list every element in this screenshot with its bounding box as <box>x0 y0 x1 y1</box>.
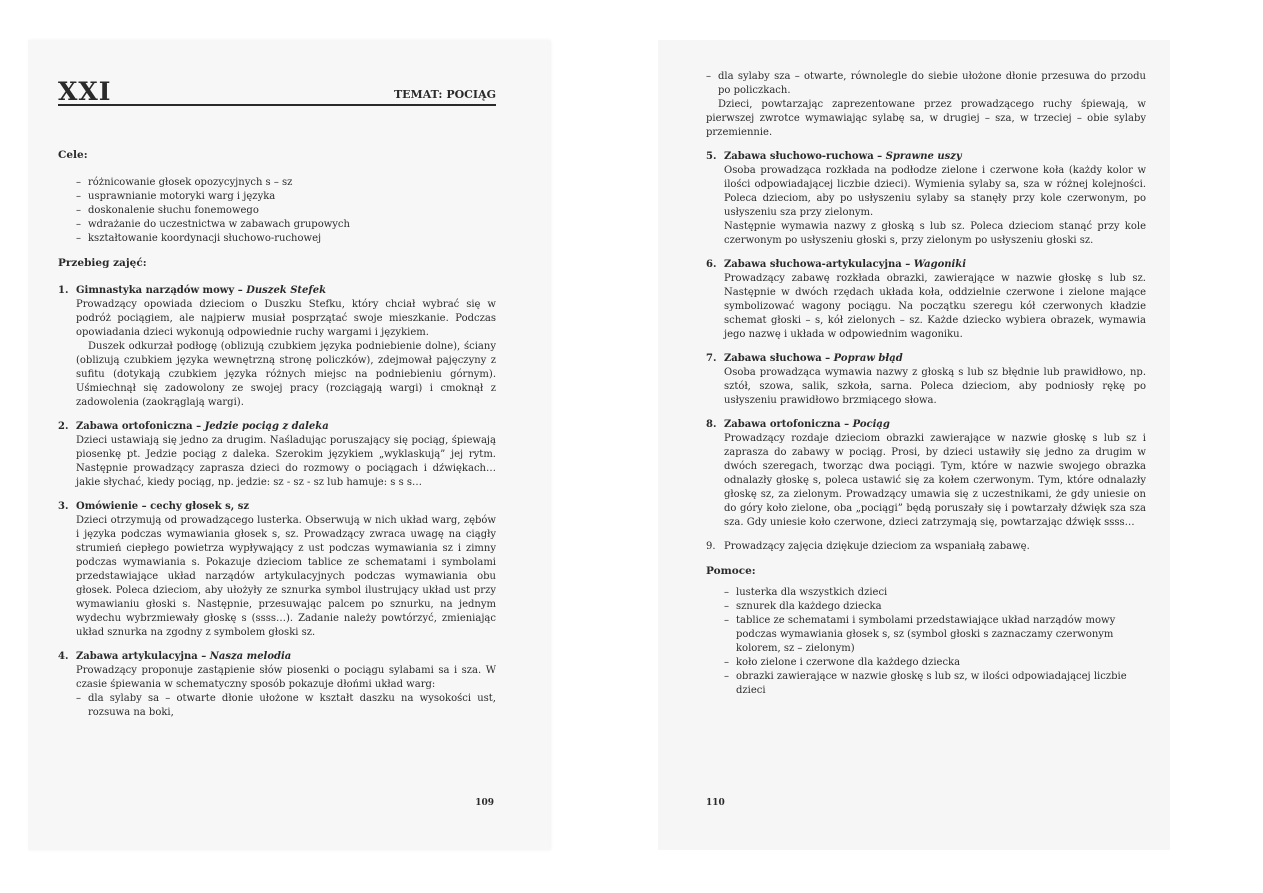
section-5 <box>706 150 1146 248</box>
section-title: 2. Zabawa ortofoniczna – Jedzie pociąg z daleka <box>58 421 329 432</box>
section-title: 3. Omówienie – cechy głosek s, sz <box>58 501 250 512</box>
goal-item: – różnicowanie głosek opozycyjnych s – sz <box>76 176 496 190</box>
section-paragraph: Dzieci ustawiają się jedno za drugim. Naśladując poruszający się pociąg, śpiewają piosenkę pt. Jedzie pociąg z daleka. Szerokim językiem „wyklaskują” jej rytm. Następnie prowadzący zaprasza dzieci do rozmowy o pociągach i dźwiękach… jakie słychać, kiedy pociąg, np. jedzie: sz - sz - sz lub hamuje: s s s… <box>76 435 496 488</box>
aid-item: – sznurek dla każdego dziecka <box>724 600 1146 614</box>
section-paragraph: Prowadzący rozdaje dzieciom obrazki zawierające w nazwie głoskę s lub sz i zaprasza do zabawy w pociąg. Prosi, by dzieci ustawiły się jedno za drugim w dwóch szeregach, tworząc dwa pociągi. Tym, które w nazwie swojego obrazka odnalazły głoskę s, poleca ustawić się za kołem czerwonym. Tym, które odnalazły głoskę sz, za zielonym. Prowadzący umawia się z uczestnikami, że gdy uniesie on do góry koło zielone, oba „pociągi” będą poruszały się i powtarzały dźwięk sza sza sza. Gdy uniesie koło czerwone, dzieci zatrzymają się, powtarzając dźwięk ssss… <box>724 433 1146 528</box>
section-paragraph: Prowadzący zajęcia dziękuje dzieciom za wspaniałą zabawę. <box>724 541 1030 552</box>
section-7 <box>706 352 1146 408</box>
chapter-header <box>58 78 496 106</box>
section-paragraph: Osoba prowadząca rozkłada na podłodze zielone i czerwone koła (każdy kolor w ilości odpowiadającej liczbie dzieci). Wymienia sylaby sa, sza w różnej kolejności. Poleca dzieciom, aby po usłyszeniu sylaby sa stanęły przy kole czerwonym, po usłyszeniu sza przy zielonym. <box>724 165 1146 218</box>
aid-item: – tablice ze schematami i symbolami przedstawiające układ narządów mowy podczas wymawiania głosek s, sz (symbol głoski s zaznaczamy czerwonym kolorem, sz – zielonym) <box>724 614 1146 656</box>
section-paragraph: Następnie wymawia nazwy z głoską s lub sz. Poleca dzieciom stanąć przy kole czerwonym po usłyszeniu głoski s, przy zielonym po usłyszeniu głoski sz. <box>724 221 1146 246</box>
section-6 <box>706 258 1146 342</box>
section-8 <box>706 418 1146 530</box>
right-page <box>658 40 1170 850</box>
right-page-text <box>706 70 1146 698</box>
chapter-number: XXI <box>58 77 112 106</box>
section-4 <box>58 650 496 720</box>
chapter-title: TEMAT: POCIĄG <box>393 88 496 101</box>
section-3 <box>58 500 496 640</box>
goal-item: – doskonalenie słuchu fonemowego <box>76 204 496 218</box>
section-1 <box>58 284 496 410</box>
section-paragraph: Duszek odkurzał podłogę (oblizują czubkiem języka podniebienie dolne), ściany (oblizują czubkiem języka wewnętrzną stronę policzków), zdejmował pajęczyny z sufitu (dotykają czubkiem języka różnych miejsc na podniebieniu górnym). Uśmiechnął się zadowolony ze swojej pracy (rozciągają wargi) i cmoknął z zadowolenia (zaokrąglają wargi). <box>76 341 496 408</box>
section-paragraph: Prowadzący zabawę rozkłada obrazki, zawierające w nazwie głoskę s lub sz. Następnie w dwóch rzędach układa koła, oddzielnie czerwone i zielone mające symbolizować wagony pociągu. Na początku szeregu kół czerwonych kładzie schemat głoski – s, kół zielonych – sz. Każde dziecko wybiera obrazek, wymawia jego nazwę i układa w odpowiednim wagoniku. <box>724 273 1146 340</box>
list-item: – dla sylaby sza – otwarte, równolegle do siebie ułożone dłonie przesuwa do przodu po policzkach. <box>706 70 1146 98</box>
aid-item: – koło zielone i czerwone dla każdego dziecka <box>724 656 1146 670</box>
page-number: 109 <box>475 798 494 808</box>
goals-label: Cele: <box>58 149 88 161</box>
section-paragraph: Prowadzący proponuje zastąpienie słów piosenki o pociągu sylabami sa i sza. W czasie śpiewania w schematyczny sposób pokazuje dłońmi układ warg: <box>76 665 496 690</box>
page-number: 110 <box>706 798 725 808</box>
aid-item: – lusterka dla wszystkich dzieci <box>724 586 1146 600</box>
list-item: – dla sylaby sa – otwarte dłonie ułożone w kształt daszku na wysokości ust, rozsuwa na boki, <box>76 692 496 720</box>
section-paragraph: Dzieci, powtarzając zaprezentowane przez prowadzącego ruchy śpiewają, w pierwszej zwrotce wymawiając sylabę sa, w drugiej – sza, w trzeciej – obie sylaby przemiennie. <box>706 99 1146 138</box>
section-title: 7. Zabawa słuchowa – Popraw błąd <box>706 353 903 364</box>
aids-list <box>706 586 1146 698</box>
section-paragraph: Prowadzący opowiada dzieciom o Duszku Stefku, który chciał wybrać się w podróż pociągiem, ale najpierw musiał posprzątać swoje mieszkanie. Podczas opowiadania dzieci wykonują odpowiednie ruchy wargami i językiem. <box>76 299 496 338</box>
section-paragraph: Dzieci otrzymują od prowadzącego lusterka. Obserwują w nich układ warg, zębów i języka podczas wymawiania głosek s, sz. Prowadzący zwraca uwagę na ciągły strumień ciepłego powietrza wypływający z ust podczas wymawiania sz i zimny podczas wymawiania s. Pokazuje dzieciom tablice ze schematami i symbolami przedstawiające układ narządów artykulacyjnych podczas wymawiania obu głosek. Poleca dzieciom, aby ułożyły ze sznurka symbol ilustrujący układ ust przy wymawianiu głoski s. Następnie, przesuwając palcem po sznurku, na jednym wydechu wybrzmiewały głoskę s (ssss…). Zadanie należy powtórzyć, zmieniając układ sznurka na zgodny z symbolem głoski sz. <box>76 515 496 638</box>
aid-item: – obrazki zawierające w nazwie głoskę s lub sz, w ilości odpowiadającej liczbie dzieci <box>724 670 1146 698</box>
section-title: 8. Zabawa ortofoniczna – Pociąg <box>706 419 890 430</box>
section-title: 1. Gimnastyka narządów mowy – Duszek Stefek <box>58 285 327 296</box>
goal-item: – usprawnianie motoryki warg i języka <box>76 190 496 204</box>
goals-list <box>58 176 496 246</box>
goal-item: – wdrażanie do uczestnictwa w zabawach grupowych <box>76 218 496 232</box>
left-page <box>28 40 550 850</box>
section-title: 6. Zabawa słuchowa-artykulacyjna – Wagoniki <box>706 259 967 270</box>
section-paragraph: Osoba prowadząca wymawia nazwy z głoską s lub sz błędnie lub prawidłowo, np. sztół, szowa, salik, szkoła, sarna. Poleca dzieciom, aby podniosły rękę po usłyszeniu prawidłowo brzmiącego słowa. <box>724 367 1146 406</box>
section-9: 9. Prowadzący zajęcia dziękuje dzieciom za wspaniałą zabawę. <box>706 541 1030 552</box>
goal-item: – kształtowanie koordynacji słuchowo-ruchowej <box>76 232 496 246</box>
course-label: Przebieg zajęć: <box>58 257 147 269</box>
section-title: 4. Zabawa artykulacyjna – Nasza melodia <box>58 651 292 662</box>
section-title: 5. Zabawa słuchowo-ruchowa – Sprawne uszy <box>706 151 962 162</box>
aids-label: Pomoce: <box>706 565 756 577</box>
section-2 <box>58 420 496 490</box>
left-page-text <box>58 148 496 720</box>
